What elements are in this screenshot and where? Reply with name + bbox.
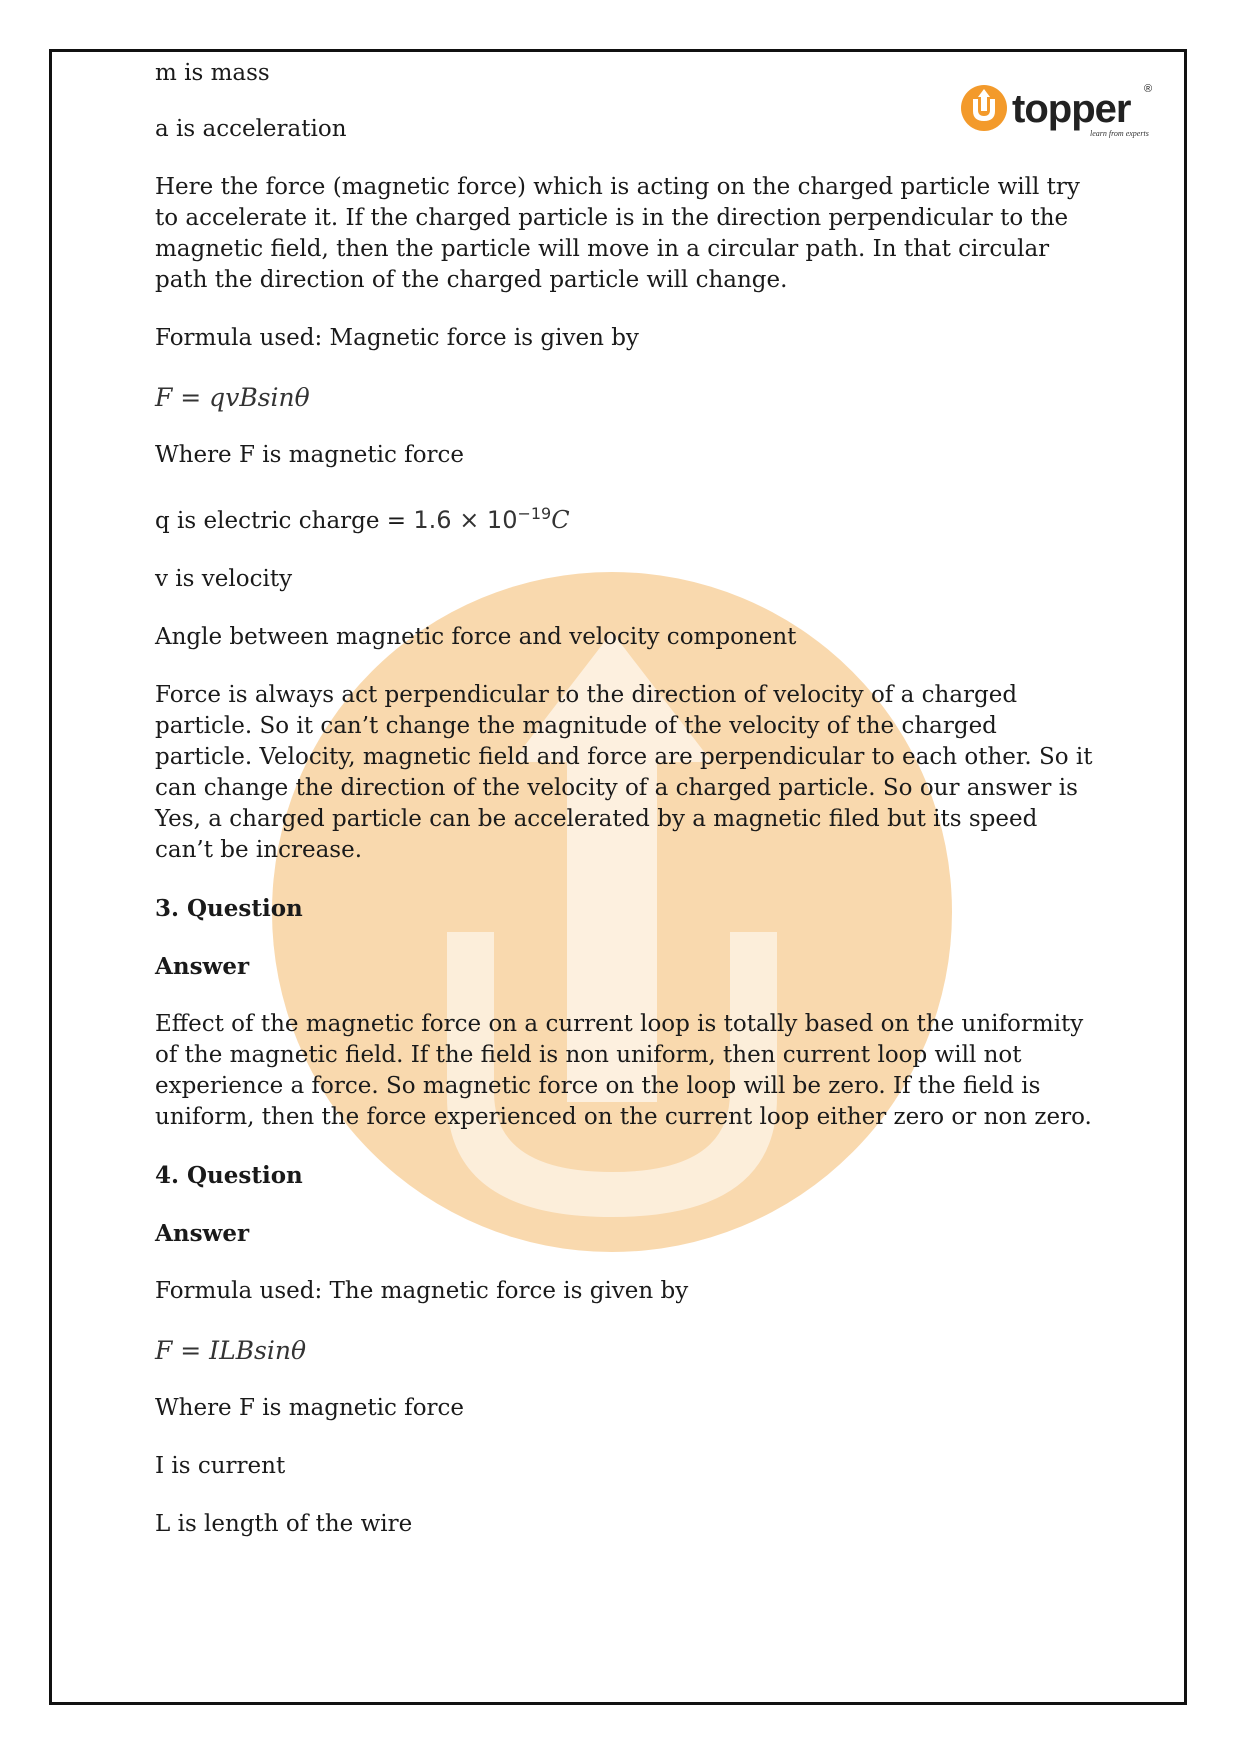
paragraph-formula-intro-2: Formula used: The magnetic force is given by (155, 1278, 689, 1304)
paragraph-force-explanation: Here the force (magnetic force) which is acting on the charged particle will try to accelerate it. If the charged particle is in the direction perpendicular to the magnetic field, then the particle will move in a circular path. In that circular path the direction of the charged particle will change. (155, 174, 1080, 293)
question-4-heading: 4. Question (155, 1162, 303, 1189)
charge-label: q is electric charge = (155, 508, 414, 534)
paragraph-length: L is length of the wire (155, 1511, 413, 1537)
question-3-heading: 3. Question (155, 895, 303, 922)
formula-wire-force: F = ILBsinθ (155, 1336, 307, 1365)
charge-exponent: −19 (517, 504, 552, 523)
charge-mantissa: 1.6 × 10 (413, 506, 518, 534)
paragraph-mass: m is mass (155, 60, 270, 86)
paragraph-where-f: Where F is magnetic force (155, 442, 465, 468)
topper-logo-graphic (960, 78, 1160, 148)
charge-unit: C (551, 506, 570, 534)
paragraph-angle: Angle between magnetic force and velocity component (155, 624, 797, 650)
charge-value (413, 506, 569, 534)
question-3-answer-label: Answer (155, 953, 250, 980)
question-4-answer-label: Answer (155, 1220, 250, 1247)
logo-tagline: learn from experts (1090, 129, 1149, 138)
paragraph-force-perpendicular: Force is always act perpendicular to the direction of velocity of a charged particle. So it can’t change the magnitude of the velocity of the charged particle. Velocity, magnetic field and force are perpendicular to each other. So it can change the direction of the velocity of a charged particle. So our answer is Yes, a charged particle can be accelerated by a magnetic filed but its speed can’t be increase. (155, 682, 1093, 863)
formula-magnetic-force: F = qvBsinθ (155, 383, 310, 412)
logo-registered-mark: ® (1144, 83, 1153, 95)
paragraph-velocity: v is velocity (155, 566, 293, 592)
topper-logo (960, 78, 1160, 148)
paragraph-acceleration: a is acceleration (155, 116, 347, 142)
paragraph-current-loop: Effect of the magnetic force on a current loop is totally based on the uniformity of the magnetic field. If the field is non uniform, then current loop will not experience a force. So magnetic force on the loop will be zero. If the field is uniform, then the force experienced on the current loop either zero or non zero. (155, 1011, 1092, 1130)
logo-wordmark: topper (1012, 87, 1131, 131)
paragraph-formula-intro: Formula used: Magnetic force is given by (155, 325, 639, 351)
document-content (155, 58, 1095, 1567)
paragraph-electric-charge (155, 498, 1095, 537)
paragraph-current: I is current (155, 1453, 286, 1479)
paragraph-where-f-2: Where F is magnetic force (155, 1395, 465, 1421)
